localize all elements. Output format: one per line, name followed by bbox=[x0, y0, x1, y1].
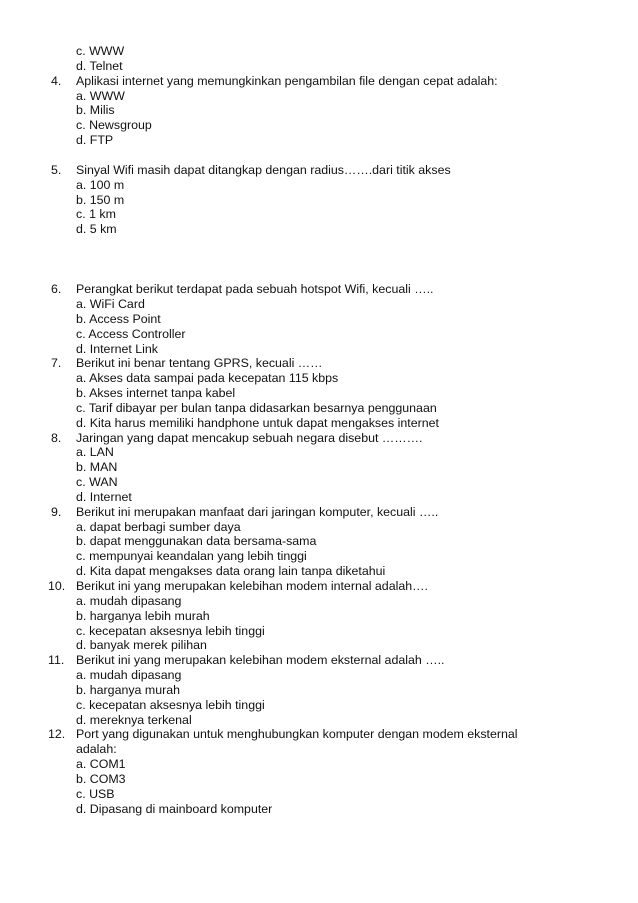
question-text: Perangkat berikut terdapat pada sebuah hotspot Wifi, kecuali ….. bbox=[76, 282, 434, 297]
option-line: c. kecepatan aksesnya lebih tinggi bbox=[76, 697, 265, 712]
question-number: 4. bbox=[51, 73, 62, 88]
question-8 bbox=[0, 431, 638, 446]
option-line: b. Milis bbox=[76, 103, 115, 118]
option-line: b. COM3 bbox=[76, 771, 126, 786]
option-line: a. COM1 bbox=[76, 757, 126, 772]
option-line: a. dapat berbagi sumber daya bbox=[76, 519, 241, 534]
question-text: Berikut ini benar tentang GPRS, kecuali …… bbox=[76, 356, 323, 371]
option-line: b. harganya murah bbox=[76, 682, 181, 697]
option-line: d. Internet bbox=[76, 489, 132, 504]
question-9 bbox=[0, 505, 638, 520]
question-number: 12. bbox=[48, 727, 66, 742]
option-line: c. USB bbox=[76, 786, 115, 801]
option-line: c. Newsgroup bbox=[76, 118, 152, 133]
question-text: Berikut ini yang merupakan kelebihan modem internal adalah…. bbox=[76, 579, 428, 593]
question-10 bbox=[0, 579, 638, 594]
option-line: a. 100 m bbox=[76, 177, 125, 192]
option-line: a. mudah dipasang bbox=[76, 593, 182, 608]
option-line: d. Dipasang di mainboard komputer bbox=[76, 801, 273, 816]
question-number: 5. bbox=[51, 162, 62, 177]
question-number: 6. bbox=[51, 282, 62, 297]
question-text-continuation: adalah: bbox=[76, 742, 117, 757]
question-number: 9. bbox=[51, 504, 62, 519]
option-line: c. kecepatan aksesnya lebih tinggi bbox=[76, 623, 265, 638]
option-line: d. Kita dapat mengakses data orang lain tanpa diketahui bbox=[76, 564, 386, 579]
question-number: 7. bbox=[51, 356, 62, 371]
question-text: Sinyal Wifi masih dapat ditangkap dengan radius…….dari titik akses bbox=[76, 162, 451, 177]
option-line: c. Tarif dibayar per bulan tanpa didasarkan besarnya penggunaan bbox=[76, 400, 437, 415]
option-line: d. Internet Link bbox=[76, 341, 158, 356]
question-text: Aplikasi internet yang memungkinkan pengambilan file dengan cepat adalah: bbox=[76, 73, 498, 88]
option-line: b. 150 m bbox=[76, 192, 125, 207]
option-line: c. 1 km bbox=[76, 207, 116, 222]
option-line: d. FTP bbox=[76, 133, 114, 148]
question-7 bbox=[0, 356, 638, 371]
option-line: b. MAN bbox=[76, 460, 118, 475]
option-line: b. Access Point bbox=[76, 311, 161, 326]
option-line: c. Access Controller bbox=[76, 326, 186, 341]
question-number: 11. bbox=[48, 653, 65, 668]
question-text: Berikut ini yang merupakan kelebihan modem eksternal adalah ….. bbox=[76, 653, 445, 668]
option-line: d. 5 km bbox=[76, 222, 117, 237]
option-line: b. Akses internet tanpa kabel bbox=[76, 386, 236, 401]
question-number: 8. bbox=[51, 430, 62, 445]
option-line: d. banyak merek pilihan bbox=[76, 638, 207, 653]
option-line: a. WiFi Card bbox=[76, 296, 145, 311]
option-line: c. mempunyai keandalan yang lebih tinggi bbox=[76, 549, 307, 564]
question-text: Berikut ini merupakan manfaat dari jaringan komputer, kecuali ….. bbox=[76, 504, 439, 519]
option-line: c. WWW bbox=[76, 44, 125, 58]
option-line: d. Telnet bbox=[76, 58, 123, 73]
question-5 bbox=[0, 163, 638, 178]
question-number: 10. bbox=[48, 579, 66, 593]
option-line: a. mudah dipasang bbox=[76, 668, 182, 683]
question-text: Port yang digunakan untuk menghubungkan komputer dengan modem eksternal bbox=[76, 727, 518, 742]
option-line: d. Kita harus memiliki handphone untuk dapat mengakses internet bbox=[76, 415, 439, 430]
option-line: d. mereknya terkenal bbox=[76, 712, 192, 727]
question-11 bbox=[0, 653, 638, 668]
option-line: b. dapat menggunakan data bersama-sama bbox=[76, 534, 317, 549]
option-line: a. LAN bbox=[76, 445, 114, 460]
question-text: Jaringan yang dapat mencakup sebuah negara disebut ………. bbox=[76, 430, 423, 445]
worksheet-page bbox=[0, 44, 638, 817]
option-line: c. WAN bbox=[76, 475, 118, 490]
option-line: a. WWW bbox=[76, 88, 125, 103]
question-4 bbox=[0, 74, 638, 89]
question-12 bbox=[0, 727, 638, 742]
question-6 bbox=[0, 282, 638, 297]
option-line: a. Akses data sampai pada kecepatan 115 kbps bbox=[76, 371, 339, 386]
option-line: b. harganya lebih murah bbox=[76, 608, 210, 623]
